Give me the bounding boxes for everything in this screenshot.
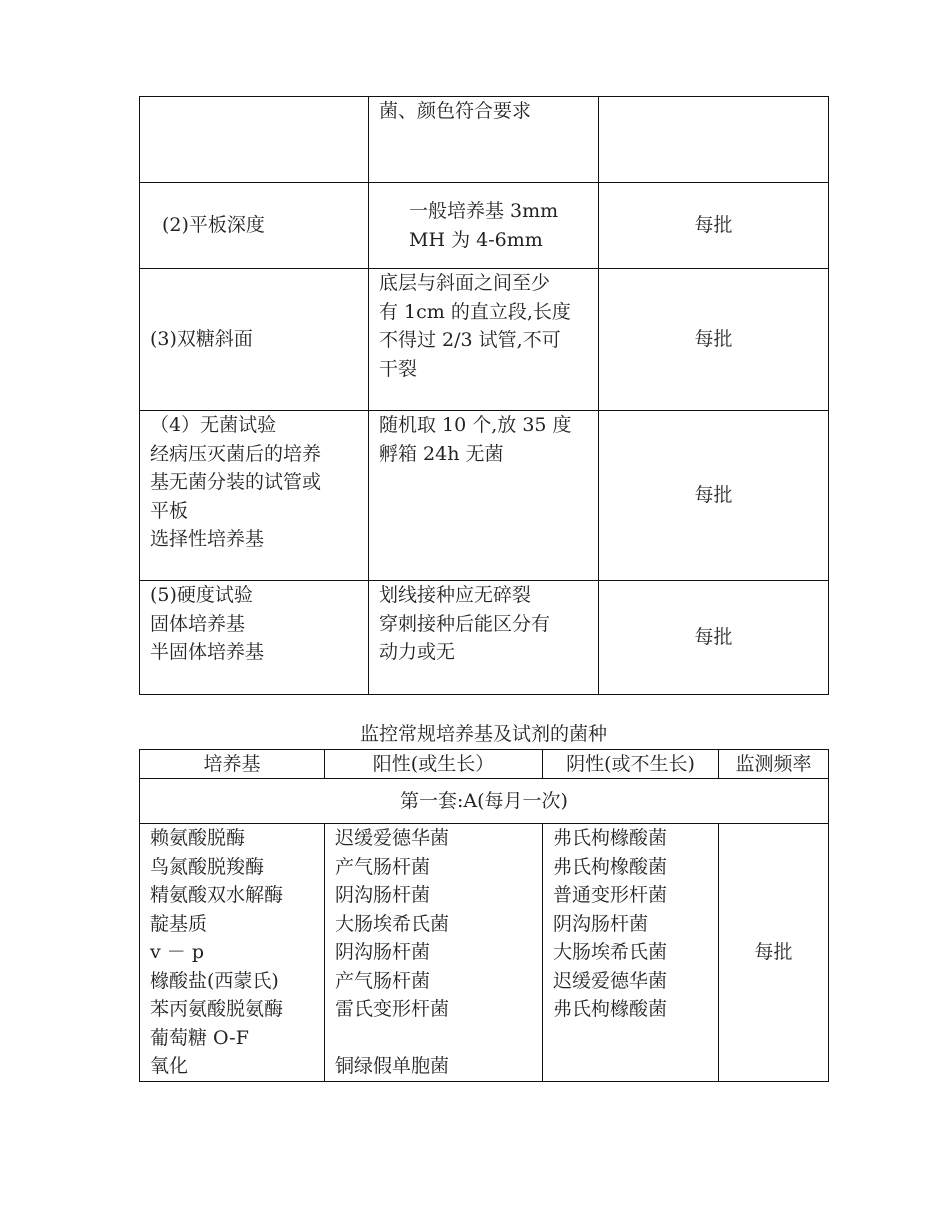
table-row	[140, 824, 829, 1082]
cell-line: 随机取 10 个,放 35 度	[379, 414, 572, 436]
table-row	[140, 269, 829, 411]
cell-line: 迟缓爱德华菌	[553, 969, 668, 992]
header-positive: 阳性(或生长）	[325, 750, 543, 779]
cell-line: 阴沟肠杆菌	[335, 941, 431, 963]
cell-line: (2)平板深度	[162, 214, 265, 237]
negative-cell	[543, 824, 719, 1082]
cell-line: 阴沟肠杆菌	[335, 884, 431, 906]
item-cell	[140, 581, 369, 695]
cell-line: (5)硬度试验	[150, 584, 253, 606]
cell-line: 阴沟肠杆菌	[553, 912, 649, 935]
cell-line: 大肠埃希氏菌	[553, 941, 668, 963]
positive-cell	[325, 824, 543, 1082]
standard-cell	[369, 581, 599, 695]
cell-line: 葡萄糖 O-F	[150, 1026, 249, 1049]
cell-line: 普通变形杆菌	[553, 884, 668, 906]
header-frequency: 监测频率	[719, 750, 829, 779]
header-negative: 阴性(或不生长)	[543, 750, 719, 779]
frequency-cell	[599, 97, 829, 183]
table-row	[140, 581, 829, 695]
cell-line	[335, 1024, 542, 1053]
cell-line: 橼酸盐(西蒙氏)	[150, 969, 279, 992]
cell-line: 划线接种应无碎裂	[379, 584, 532, 606]
cell-line: 铜绿假单胞菌	[335, 1055, 450, 1077]
cell-line: 产气肠杆菌	[335, 969, 431, 992]
cell-line: 赖氨酸脱酶	[150, 827, 246, 849]
media-cell	[140, 824, 325, 1082]
cell-line: 迟缓爱德华菌	[335, 827, 450, 849]
item-cell	[140, 183, 369, 269]
header-media: 培养基	[140, 750, 325, 779]
cell-line: 苯丙氨酸脱氨酶	[150, 998, 284, 1020]
frequency-cell: 每批	[599, 411, 829, 581]
qc-table	[139, 96, 829, 695]
cell-line: 固体培养基	[150, 612, 246, 635]
standard-cell	[369, 97, 599, 183]
cell-line: 经病压灭菌后的培养	[150, 442, 322, 465]
cell-line: 穿刺接种后能区分有	[379, 612, 551, 635]
header-row	[140, 750, 829, 779]
cell-line: 弗氏枸橼酸菌	[553, 827, 668, 849]
cell-line: 孵箱 24h 无菌	[379, 442, 504, 465]
cell-line: 产气肠杆菌	[335, 855, 431, 878]
standard-cell	[369, 183, 599, 269]
cell-line: 动力或无	[379, 641, 456, 663]
cell-line: 弗氏枸橼酸菌	[553, 998, 668, 1020]
strain-table-title: 监控常规培养基及试剂的菌种	[359, 723, 607, 745]
cell-line: 雷氏变形杆菌	[335, 998, 450, 1020]
cell-line: 干裂	[379, 357, 418, 380]
cell-line: 底层与斜面之间至少	[379, 272, 551, 294]
cell-line: 平板	[150, 499, 189, 522]
cell-line: 一般培养基 3mm	[409, 200, 559, 222]
cell-line: 弗氏枸橡酸菌	[553, 855, 668, 878]
section-label: 第一套:A(每月一次)	[140, 779, 829, 824]
cell-line: 靛基质	[150, 912, 208, 935]
cell-line: 有 1cm 的直立段,长度	[379, 300, 571, 323]
frequency-cell: 每批	[599, 581, 829, 695]
table-row	[140, 183, 829, 269]
cell-line: 基无菌分装的试管或	[150, 471, 322, 493]
table-row	[140, 411, 829, 581]
cell-line: 氧化	[150, 1055, 189, 1077]
frequency-cell: 每批	[599, 269, 829, 411]
cell-line: MH 为 4-6mm	[409, 228, 543, 251]
standard-cell	[369, 269, 599, 411]
cell-line: (3)双糖斜面	[150, 328, 253, 351]
standard-cell	[369, 411, 599, 581]
frequency-cell: 每批	[599, 183, 829, 269]
section-row	[140, 779, 829, 824]
cell-line: 鸟氮酸脱羧酶	[150, 855, 265, 878]
cell-line: 菌、颜色符合要求	[379, 100, 532, 122]
strain-table	[139, 749, 829, 1082]
frequency-cell: 每批	[719, 824, 829, 1082]
item-cell	[140, 269, 369, 411]
cell-line: 选择性培养基	[150, 528, 265, 550]
cell-line: 大肠埃希氏菌	[335, 912, 450, 935]
item-cell	[140, 97, 369, 183]
cell-line: 精氨酸双水解酶	[150, 884, 284, 906]
cell-line: 半固体培养基	[150, 641, 265, 663]
cell-line: v － p	[150, 941, 204, 963]
cell-line: 不得过 2/3 试管,不可	[379, 329, 561, 351]
table-row	[140, 97, 829, 183]
item-cell	[140, 411, 369, 581]
cell-line: （4）无菌试验	[150, 414, 277, 436]
